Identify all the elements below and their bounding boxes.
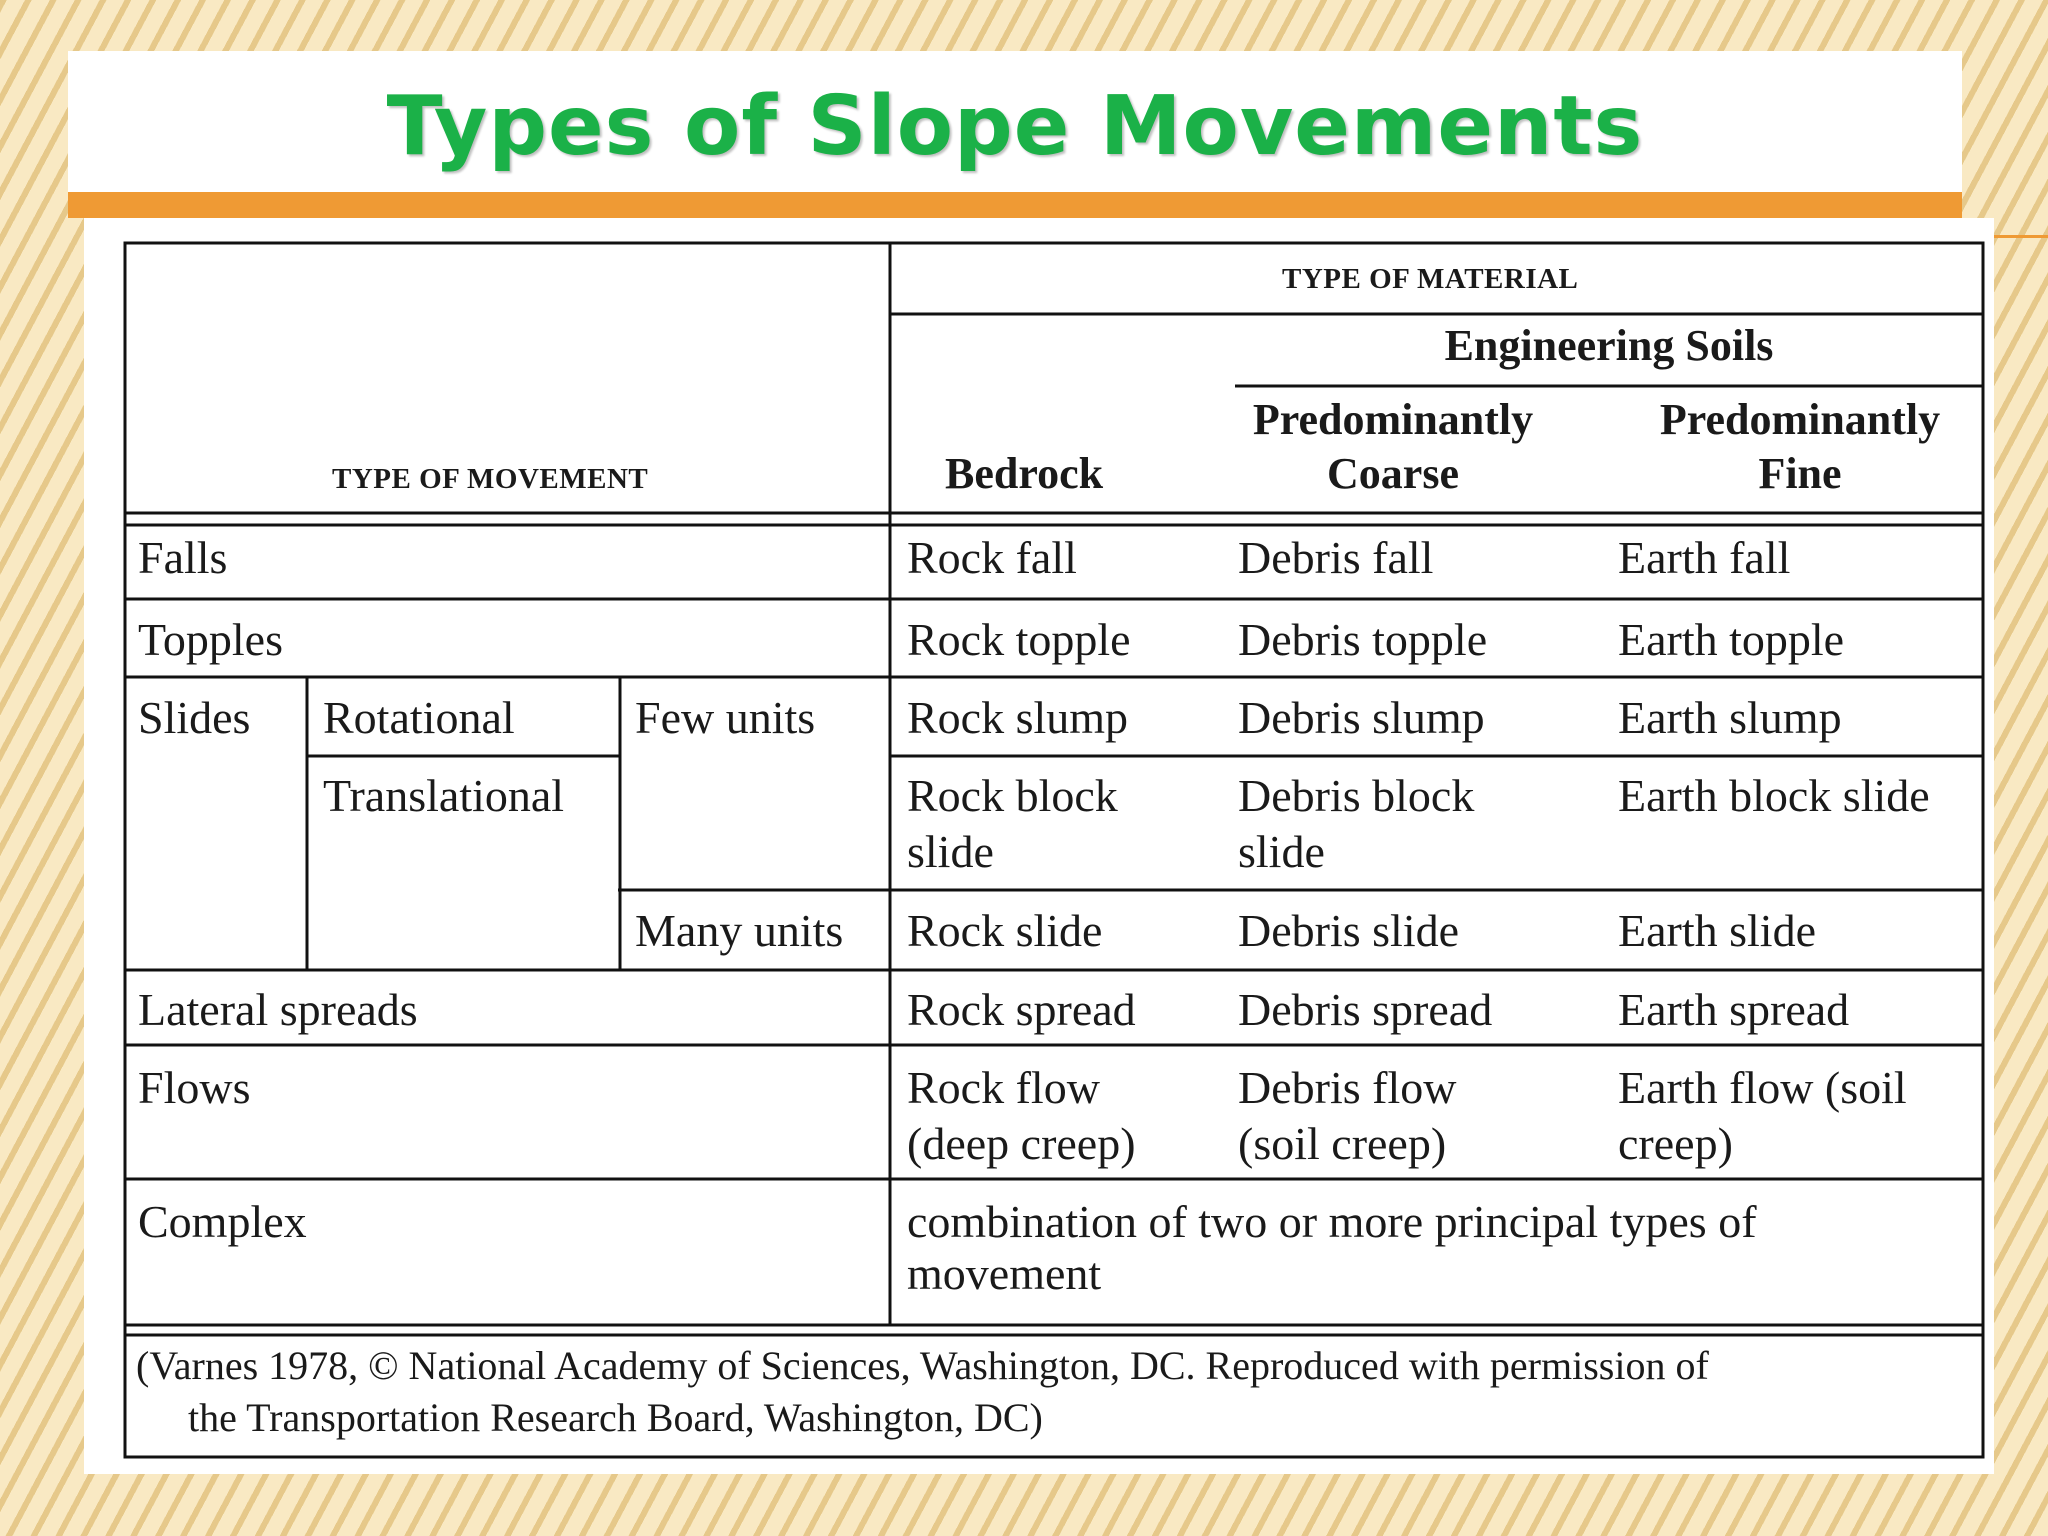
- row-slides-translational-bedrock-2: slide: [907, 826, 994, 877]
- row-flows-coarse-1: Debris flow: [1238, 1062, 1457, 1113]
- header-fine-line1: Predominantly: [1659, 395, 1941, 444]
- accent-bar: [68, 192, 1962, 218]
- row-complex-movement: Complex: [138, 1196, 307, 1247]
- row-topples-coarse: Debris topple: [1238, 614, 1488, 665]
- row-falls-fine: Earth fall: [1618, 532, 1791, 583]
- row-slides-movement: Slides: [138, 692, 251, 743]
- row-complex-desc-1: combination of two or more principal types of: [907, 1196, 1757, 1247]
- row-falls-bedrock: Rock fall: [907, 532, 1077, 583]
- header-coarse-line2: Coarse: [1327, 449, 1459, 498]
- slide-title: Types of Slope Movements: [386, 79, 1644, 174]
- row-lateral-spreads-fine: Earth spread: [1618, 984, 1850, 1035]
- header-type-of-movement: TYPE OF MOVEMENT: [332, 463, 649, 495]
- row-slides-many-units-fine: Earth slide: [1618, 905, 1816, 956]
- row-topples-fine: Earth topple: [1618, 614, 1845, 665]
- row-slides-translational-bedrock-1: Rock block: [907, 770, 1118, 821]
- citation-line-2: the Transportation Research Board, Washington, DC): [188, 1395, 1043, 1440]
- row-slides-rotational-fine: Earth slump: [1618, 692, 1842, 743]
- row-slides-translational: Translational: [323, 770, 565, 821]
- row-flows-fine-2: creep): [1618, 1118, 1733, 1169]
- header-engineering-soils: Engineering Soils: [1444, 321, 1774, 370]
- row-slides-few-units: Few units: [635, 692, 816, 743]
- row-lateral-spreads-coarse: Debris spread: [1238, 984, 1493, 1035]
- row-slides-rotational-coarse: Debris slump: [1238, 692, 1485, 743]
- row-flows-coarse-2: (soil creep): [1238, 1118, 1447, 1169]
- header-bedrock: Bedrock: [945, 449, 1104, 498]
- row-slides-many-units-coarse: Debris slide: [1238, 905, 1460, 956]
- row-slides-translational-fine: Earth block slide: [1618, 770, 1930, 821]
- row-flows-bedrock-1: Rock flow: [907, 1062, 1100, 1113]
- header-fine-line2: Fine: [1758, 449, 1842, 498]
- header-coarse-line1: Predominantly: [1252, 395, 1534, 444]
- row-flows-fine-1: Earth flow (soil: [1618, 1062, 1907, 1113]
- row-flows-bedrock-2: (deep creep): [907, 1118, 1136, 1169]
- row-topples-bedrock: Rock topple: [907, 614, 1131, 665]
- citation-line-1: (Varnes 1978, © National Academy of Sciences, Washington, DC. Reproduced with permission of: [136, 1343, 1709, 1388]
- row-flows-movement: Flows: [138, 1062, 251, 1113]
- row-slides-many-units: Many units: [635, 905, 844, 956]
- row-falls-coarse: Debris fall: [1238, 532, 1434, 583]
- row-lateral-spreads-bedrock: Rock spread: [907, 984, 1136, 1035]
- row-topples-movement: Topples: [138, 614, 283, 665]
- row-lateral-spreads-movement: Lateral spreads: [138, 984, 418, 1035]
- row-slides-rotational-bedrock: Rock slump: [907, 692, 1129, 743]
- row-complex-desc-2: movement: [907, 1248, 1102, 1299]
- row-slides-translational-coarse-1: Debris block: [1238, 770, 1475, 821]
- title-box: [68, 51, 1962, 192]
- row-slides-many-units-bedrock: Rock slide: [907, 905, 1103, 956]
- row-slides-translational-coarse-2: slide: [1238, 826, 1325, 877]
- row-slides-rotational: Rotational: [323, 692, 515, 743]
- header-type-of-material: TYPE OF MATERIAL: [1282, 263, 1579, 295]
- row-falls-movement: Falls: [138, 532, 228, 583]
